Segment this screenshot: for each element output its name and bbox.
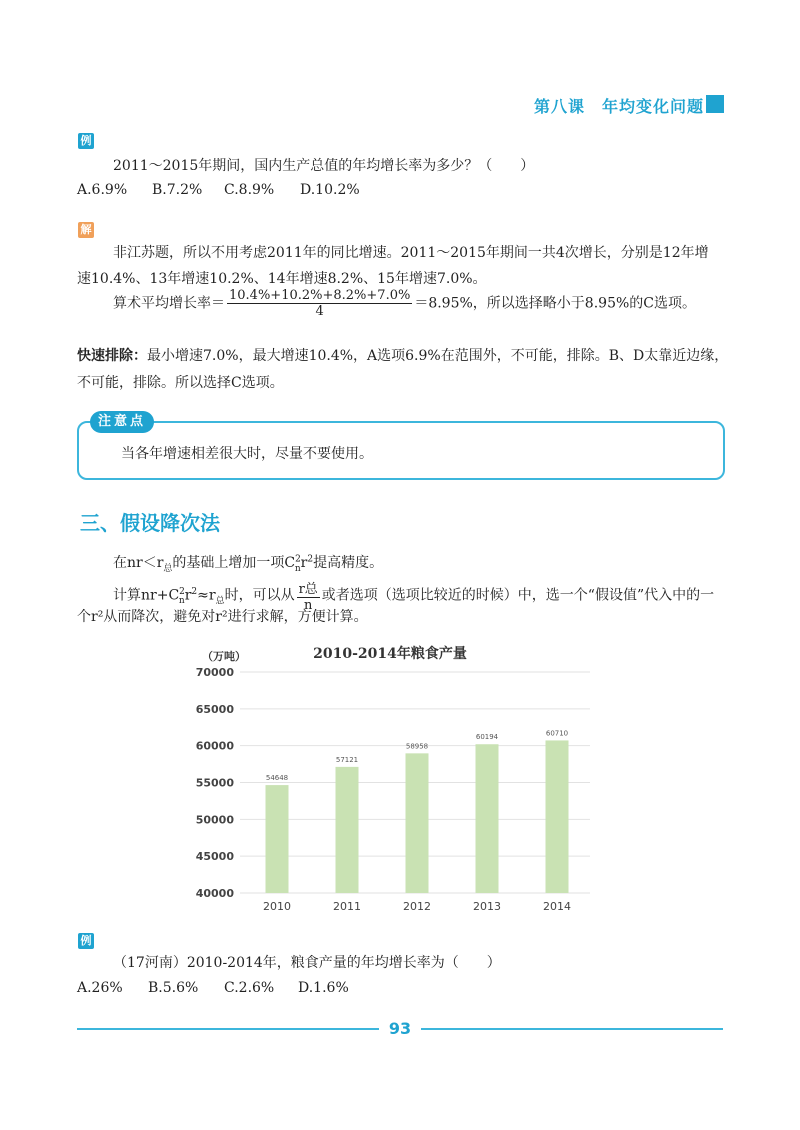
x-tick-label: 2012	[403, 900, 431, 913]
chart-bar	[476, 744, 499, 893]
lesson-title: 第八课 年均变化问题	[533, 97, 704, 116]
footer-rule-left	[77, 1028, 379, 1030]
chart-title: 2010-2014年粮食产量	[313, 646, 467, 662]
p2-text-b: r	[184, 587, 192, 604]
y-axis-label: （万吨）	[202, 650, 246, 663]
example-tag: 例	[78, 133, 94, 149]
bar-value-label: 57121	[335, 755, 359, 764]
note-text: 当各年增速相差很大时，尽量不要使用。	[121, 446, 373, 462]
p2-text-e: 或者选项（选项比较近的时候）中，选一个“假设值”代入中的一	[321, 587, 715, 604]
x-tick-label: 2010	[263, 900, 291, 913]
p1-text-d: 提高精度。	[313, 555, 384, 571]
p2-frac-num: r总	[297, 578, 320, 598]
option-d: D.10.2%	[300, 182, 360, 198]
p2-text-d: 时，可以从	[224, 587, 295, 604]
solution-formula	[113, 288, 696, 319]
chart-bar	[546, 740, 569, 893]
p2-frac-den: n	[304, 598, 313, 613]
quick-line-1	[77, 345, 728, 365]
p1-sub: 总	[163, 563, 173, 574]
x-tick-label: 2011	[333, 900, 361, 913]
formula-prefix: 算术平均增长率＝	[113, 295, 225, 312]
page-number: 93	[388, 1019, 412, 1038]
bar-value-label: 60710	[545, 729, 569, 738]
example-question: 2011～2015年期间，国内生产总值的年均增长率为多少？（ ）	[113, 158, 535, 174]
x-tick-label: 2013	[473, 900, 501, 913]
p2-sub: 总	[215, 596, 225, 607]
chart-bar	[406, 753, 429, 893]
bar-value-label: 54648	[265, 774, 289, 783]
formula-fraction	[227, 288, 412, 319]
option-c: C.8.9%	[224, 182, 275, 198]
grain-production-chart	[180, 640, 600, 920]
y-tick-label: 50000	[195, 813, 234, 827]
y-tick-label: 55000	[195, 776, 234, 790]
example2-question: （17河南）2010-2014年，粮食产量的年均增长率为（ ）	[113, 955, 501, 971]
chart-bar	[336, 767, 359, 893]
p1-text-b: 的基础上增加一项C	[172, 555, 296, 571]
option-b: B.7.2%	[152, 182, 203, 198]
y-tick-label: 40000	[195, 887, 234, 900]
y-tick-label: 65000	[195, 702, 234, 716]
example2-option-d: D.1.6%	[298, 980, 349, 996]
chart-bar	[266, 785, 289, 893]
quick-text-1: 最小增速7.0%，最大增速10.4%，A选项6.9%在范围外，不可能，排除。B、D太靠近边缘，	[147, 348, 729, 364]
p2-text-a: 计算nr+C	[113, 587, 180, 604]
formula-suffix: ＝8.95%，所以选择略小于8.95%的C选项。	[414, 295, 696, 312]
formula-numerator: 10.4%+10.2%+8.2%+7.0%	[229, 288, 411, 303]
quick-line-2: 不可能，排除。所以选择C选项。	[77, 375, 284, 391]
solution-line-2: 速10.4%、13年增速10.2%、14年增速8.2%、15年增速7.0%。	[77, 271, 487, 287]
formula-denominator: 4	[315, 304, 324, 319]
section-paragraph-1: 在$nr<r_总$的基础上增加一项$C^2_nr^2$提高精度。	[113, 554, 384, 574]
p1-text-c: r	[300, 555, 308, 571]
option-a: A.6.9%	[77, 182, 128, 198]
solution-line-1: 非江苏题，所以不用考虑2011年的同比增速。2011～2015年期间一共4次增长，分别是12年增	[113, 245, 709, 261]
y-tick-label: 60000	[195, 739, 234, 753]
header-accent-block	[706, 95, 724, 113]
p2-text-c: ≈r	[197, 587, 216, 604]
example2-option-c: C.2.6%	[224, 980, 275, 996]
section-title: 三、假设降次法	[80, 511, 220, 535]
section-paragraph-3: 个r²从而降次，避免对r²进行求解，方便计算。	[77, 609, 368, 625]
quick-label: 快速排除：	[77, 348, 147, 364]
note-tag: 注意点	[90, 411, 154, 433]
example2-option-a: A.26%	[77, 980, 123, 996]
p1-text-a: 在nr＜r	[113, 555, 164, 571]
footer-rule-right	[421, 1028, 723, 1030]
example2-option-b: B.5.6%	[148, 980, 199, 996]
bar-value-label: 60194	[475, 733, 499, 742]
section-paragraph-2: 计算$nr+C^2_nr^2\approx r_总$时，可以从 $\frac{\text{r总}}{n}$ 或者选项（选项比较近的时候）中，选一个“假设值”代入中的一	[113, 578, 714, 613]
y-tick-label: 45000	[195, 850, 234, 864]
example2-tag: 例	[78, 933, 94, 949]
x-tick-label: 2014	[543, 900, 571, 913]
solution-tag: 解	[78, 222, 94, 238]
y-tick-label: 70000	[195, 666, 234, 679]
bar-value-label: 58958	[405, 742, 429, 751]
